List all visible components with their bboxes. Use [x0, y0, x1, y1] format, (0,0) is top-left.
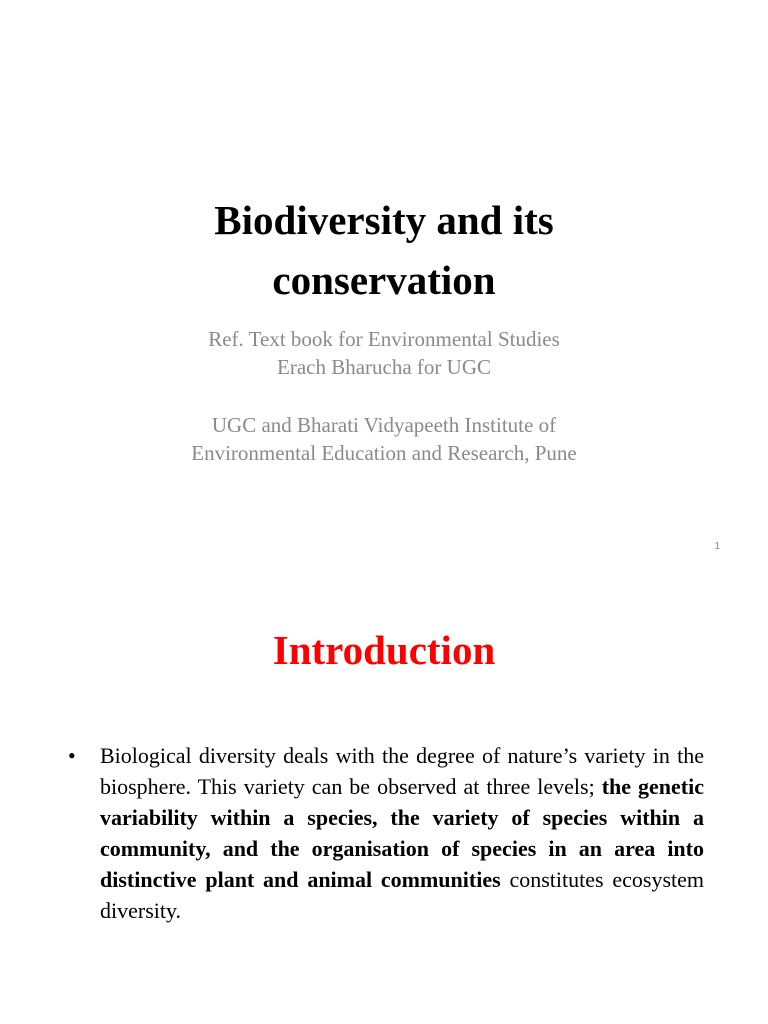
- paragraph-text-end: constitutes ecosystem diversity.: [100, 867, 705, 923]
- reference-block: [0, 325, 768, 381]
- institution-line-2: Environmental Education and Research, Pune: [191, 441, 577, 465]
- slide-title-line-1: Biodiversity and its: [214, 197, 554, 243]
- bullet-paragraph: [100, 740, 704, 926]
- bullet-icon: •: [68, 743, 76, 768]
- institution-block: [0, 411, 768, 467]
- paragraph-text-start: Biological diversity deals with the degree of nature’s variety in the biosphere. This variety can be observed at three levels;: [100, 743, 704, 799]
- slide-title-line-2: conservation: [272, 257, 496, 303]
- slide-title: [0, 190, 768, 310]
- institution-line-1: UGC and Bharati Vidyapeeth Institute of: [211, 413, 557, 437]
- paragraph-bold-text: the genetic variability within a species, the variety of species within a community, and the organisation of species in an area into distinctive plant and animal communities: [100, 774, 705, 892]
- slide-number: 1: [714, 541, 720, 552]
- introduction-slide: [0, 568, 768, 1024]
- introduction-heading: Introduction: [272, 627, 496, 673]
- reference-line-2: Erach Bharucha for UGC: [277, 355, 491, 379]
- reference-line-1: Ref. Text book for Environmental Studies: [208, 327, 560, 351]
